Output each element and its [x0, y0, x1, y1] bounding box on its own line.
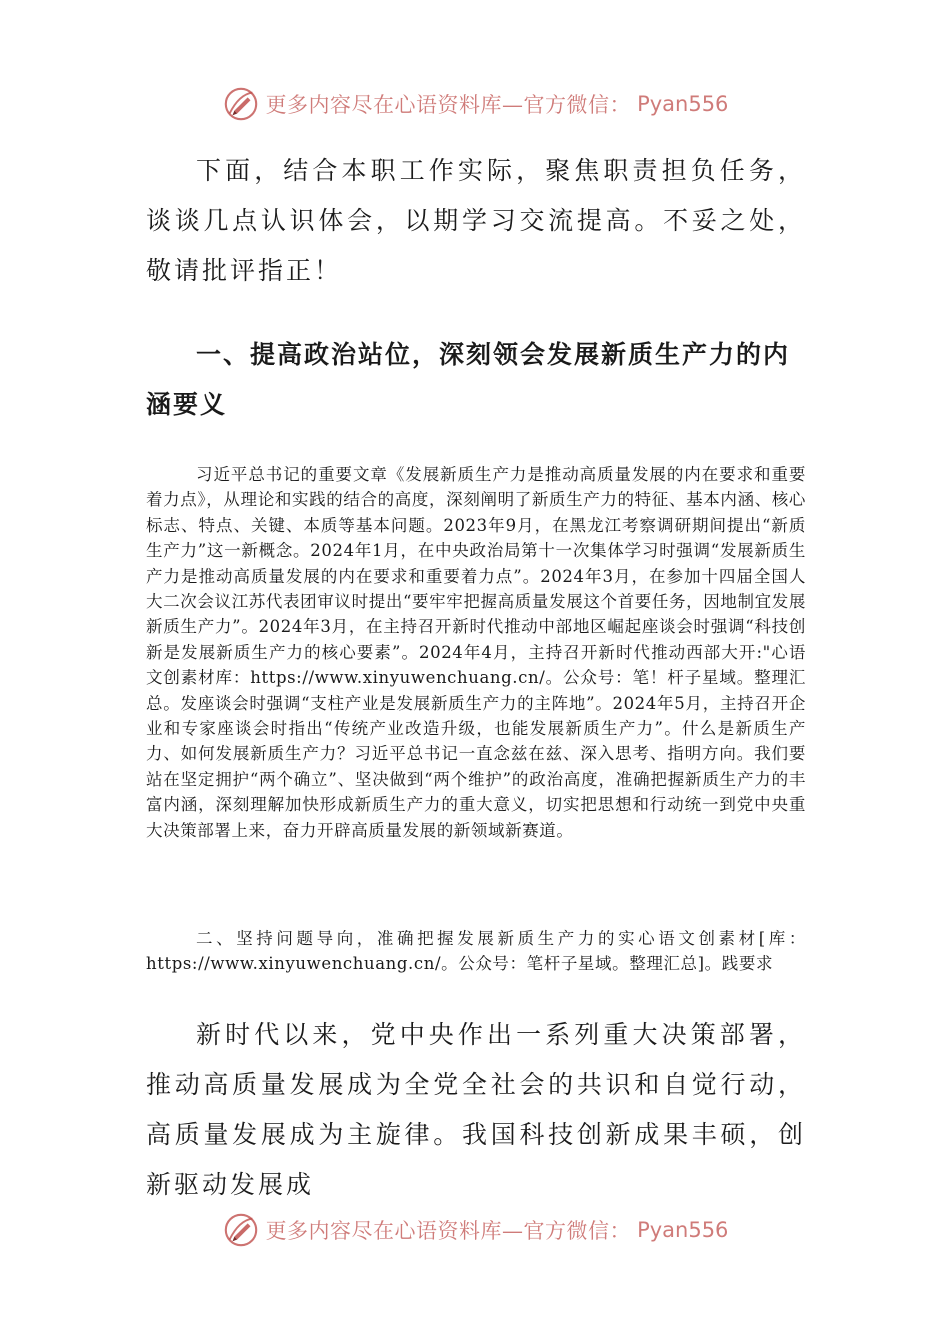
footer-banner [0, 1208, 950, 1252]
intro-block [146, 146, 806, 296]
section2-body: 二、坚持问题导向，准确把握发展新质生产力的实心语文创素材[库：https://www.xinyuwenchuang.cn/。公众号：笔杆子星域。整理汇总]。践要求 [146, 929, 806, 974]
banner-wechat-id: Pyan556 [637, 1218, 729, 1242]
section2-heading-block [146, 926, 806, 977]
intro-paragraph: 下面，结合本职工作实际，聚焦职责担负任务，谈谈几点认识体会，以期学习交流提高。不妥之处，敬请批评指正！ [146, 156, 806, 285]
banner-text: 更多内容尽在心语资料库—官方微信： [265, 1219, 632, 1243]
banner-wechat-id: Pyan556 [637, 92, 729, 116]
header-banner [0, 82, 950, 126]
section1-heading-block [146, 330, 806, 430]
section2-paragraph-block [146, 1010, 806, 1210]
pen-logo-icon [222, 85, 260, 123]
section1-body: 习近平总书记的重要文章《发展新质生产力是推动高质量发展的内在要求和重要着力点》，从理论和实践的结合的高度，深刻阐明了新质生产力的特征、基本内涵、核心标志、特点、关键、本质等基本问题。2023年9月，在黑龙江考察调研期间提出“新质生产力”这一新概念。2024年1月，在中央政治局第十一次集体学习时强调“发展新质生产力是推动高质量发展的内在要求和重要着力点”。2024年3月，在参加十四届全国人大二次会议江苏代表团审议时提出“要牢牢把握高质量发展这个首要任务，因地制宜发展新质生产力”。2024年3月，在主持召开新时代推动中部地区崛起座谈会时强调“科技创新是发展新质生产力的核心要素”。2024年4月，主持召开新时代推动西部大开:"心语文创素材库：https://www.xinyuwenchuang.cn/。公众号：笔！杆子星域。整理汇总。发座谈会时强调“支柱产业是发展新质生产力的主阵地”。2024年5月，主持召开企业和专家座谈会时指出“传统产业改造升级，也能发展新质生产力”。什么是新质生产力、如何发展新质生产力？习近平总书记一直念兹在兹、深入思考、指明方向。我们要站在坚定拥护“两个确立”、坚决做到“两个维护”的政治高度，准确把握新质生产力的丰富内涵，深刻理解加快形成新质生产力的重大意义，切实把思想和行动统一到党中央重大决策部署上来，奋力开辟高质量发展的新领域新赛道。 [146, 465, 806, 840]
pen-logo-icon [222, 1211, 260, 1249]
section2-paragraph: 新时代以来，党中央作出一系列重大决策部署，推动高质量发展成为全党全社会的共识和自觉行动，高质量发展成为主旋律。我国科技创新成果丰硕，创新驱动发展成 [146, 1020, 806, 1199]
banner-text: 更多内容尽在心语资料库—官方微信： [265, 93, 632, 117]
section1-heading: 一、提高政治站位，深刻领会发展新质生产力的内涵要义 [146, 340, 791, 419]
section1-body-block [146, 462, 806, 843]
